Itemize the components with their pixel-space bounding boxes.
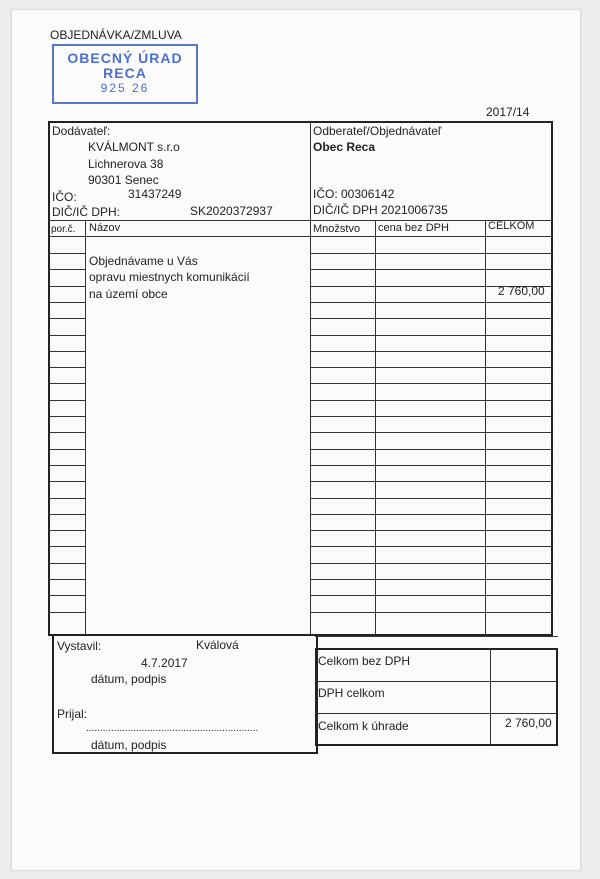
supplier-label: Dodávateľ: [52,124,111,138]
row-line [310,367,553,368]
row-line [48,579,85,580]
column-divider-nazov [85,220,86,636]
row-line [48,465,85,466]
row-line [310,530,553,531]
row-line [310,449,553,450]
customer-label: Odberateľ/Objednávateľ [313,124,442,138]
row-line [310,383,553,384]
row-line [48,351,85,352]
row-line [310,351,553,352]
description-line-2: opravu miestnych komunikácií [89,270,250,284]
customer-ico: IČO: 00306142 [313,187,395,201]
customer-name: Obec Reca [313,140,376,154]
row-line [310,465,553,466]
row-line [48,335,85,336]
total-due-value: 2 760,00 [505,716,552,730]
row-line [310,546,553,547]
row-line [48,498,85,499]
col-header-total: CELKOM [488,220,535,232]
totals-top-line [315,636,558,637]
supplier-name: KVÁLMONT s.r.o [88,140,180,154]
row-line [48,318,85,319]
col-header-quantity: Množstvo [313,223,361,235]
totals-divider [490,648,491,746]
row-line [48,416,85,417]
row-line [48,595,85,596]
row-line [48,563,85,564]
row-line [310,498,553,499]
row-line [48,612,85,613]
row-line [310,432,553,433]
supplier-dic-label: DIČ/IČ DPH: [52,205,121,219]
issued-label: Vystavil: [57,639,102,653]
column-divider-main [310,121,311,636]
row-line [48,514,85,515]
row-line [48,286,85,287]
row-line [48,253,85,254]
row-line [310,400,553,401]
row-line [310,579,553,580]
customer-dic: DIČ/IČ DPH 2021006735 [313,203,448,217]
column-header-separator [48,236,553,237]
row-line [310,563,553,564]
col-header-price: cena bez DPH [378,222,449,234]
column-divider-cena [375,220,376,636]
col-header-number: por.č. [51,224,76,235]
row-line [310,269,553,270]
row-line [310,481,553,482]
sign-label-1: dátum, podpis [91,672,167,686]
signature-dots: .............................................................. [86,723,259,734]
row-line [48,367,85,368]
row-amount: 2 760,00 [498,284,545,298]
header-separator [48,220,553,221]
description-line-1: Objednávame u Vás [89,254,198,268]
row-line [310,335,553,336]
row-line [48,432,85,433]
stamp-line-2: RECA [103,65,147,81]
row-line [48,400,85,401]
stamp-line-3: 925 26 [100,81,150,95]
document-title: OBJEDNÁVKA/ZMLUVA [50,28,182,42]
total-due-label: Celkom k úhrade [318,719,409,733]
total-no-vat-label: Celkom bez DPH [318,654,411,668]
received-label: Prijal: [57,707,88,721]
row-line [310,595,553,596]
description-line-3: na území obce [89,287,168,301]
row-line [48,383,85,384]
supplier-ico-label: IČO: [52,190,77,204]
order-number: 2017/14 [486,105,530,119]
col-header-name: Názov [89,222,121,234]
row-line [48,530,85,531]
row-line [310,514,553,515]
supplier-city: 90301 Senec [88,173,159,187]
row-line [310,253,553,254]
row-line [310,612,553,613]
office-stamp [52,44,198,104]
row-line [48,546,85,547]
totals-separator-2 [315,713,558,714]
stamp-line-1: OBECNÝ ÚRAD [67,50,183,66]
order-table-frame [48,121,553,636]
supplier-ico: 31437249 [128,187,182,201]
supplier-street: Lichnerova 38 [88,157,164,171]
row-line [48,269,85,270]
vat-total-label: DPH celkom [318,686,385,700]
sign-label-2: dátum, podpis [91,738,167,752]
supplier-dic: SK2020372937 [190,204,273,218]
row-line [310,302,553,303]
row-line [48,449,85,450]
issuer-name: Kválová [196,638,239,652]
issued-date: 4.7.2017 [141,656,188,670]
row-line [48,481,85,482]
totals-separator-1 [315,681,558,682]
column-divider-celkom [485,220,486,636]
row-line [310,318,553,319]
row-line [310,416,553,417]
row-line [48,302,85,303]
